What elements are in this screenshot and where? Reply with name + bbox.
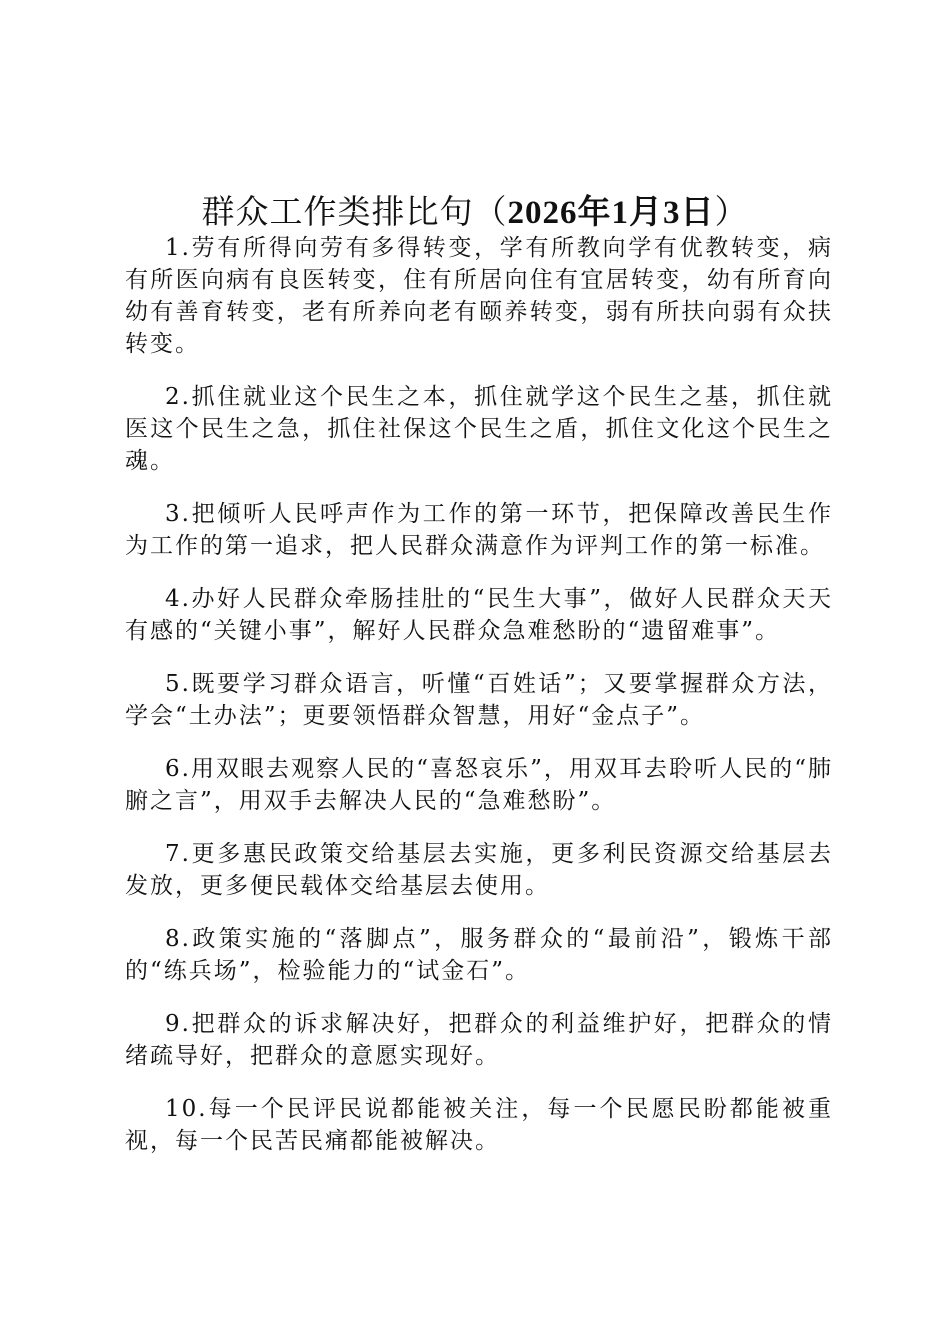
paragraph-10: 10.每一个民评民说都能被关注，每一个民愿民盼都能被重视，每一个民苦民痛都能被解决。 — [125, 1096, 833, 1154]
paragraph-6: 6.用双眼去观察人民的“喜怒哀乐”，用双耳去聆听人民的“肺腑之言”，用双手去解决人民的“急难愁盼”。 — [125, 756, 833, 814]
paragraph-8: 8.政策实施的“落脚点”，服务群众的“最前沿”，锻炼干部的“练兵场”，检验能力的“试金石”。 — [125, 926, 833, 984]
document-body — [125, 232, 833, 1178]
paragraph-5: 5.既要学习群众语言，听懂“百姓话”；又要掌握群众方法，学会“土办法”；更要领悟群众智慧，用好“金点子”。 — [125, 671, 833, 729]
paragraph-2: 2.抓住就业这个民生之本，抓住就学这个民生之基，抓住就医这个民生之急，抓住社保这个民生之盾，抓住文化这个民生之魂。 — [125, 384, 833, 474]
title-date: 2026年1月3日 — [507, 195, 715, 232]
paragraph-4: 4.办好人民群众牵肠挂肚的“民生大事”，做好人民群众天天有感的“关键小事”，解好人民群众急难愁盼的“遗留难事”。 — [125, 586, 833, 644]
document-title — [120, 190, 830, 235]
paragraph-3: 3.把倾听人民呼声作为工作的第一环节，把保障改善民生作为工作的第一追求，把人民群众满意作为评判工作的第一标准。 — [125, 501, 833, 559]
paragraph-9: 9.把群众的诉求解决好，把群众的利益维护好，把群众的情绪疏导好，把群众的意愿实现好。 — [125, 1011, 833, 1069]
paragraph-7: 7.更多惠民政策交给基层去实施，更多利民资源交给基层去发放，更多便民载体交给基层去使用。 — [125, 841, 833, 899]
title-main: 群众工作类排比句（ — [201, 192, 508, 232]
title-end: ） — [714, 192, 749, 232]
paragraph-1: 1.劳有所得向劳有多得转变，学有所教向学有优教转变，病有所医向病有良医转变，住有所居向住有宜居转变，幼有所育向幼有善育转变，老有所养向老有颐养转变，弱有所扶向弱有众扶转变。 — [125, 235, 833, 357]
